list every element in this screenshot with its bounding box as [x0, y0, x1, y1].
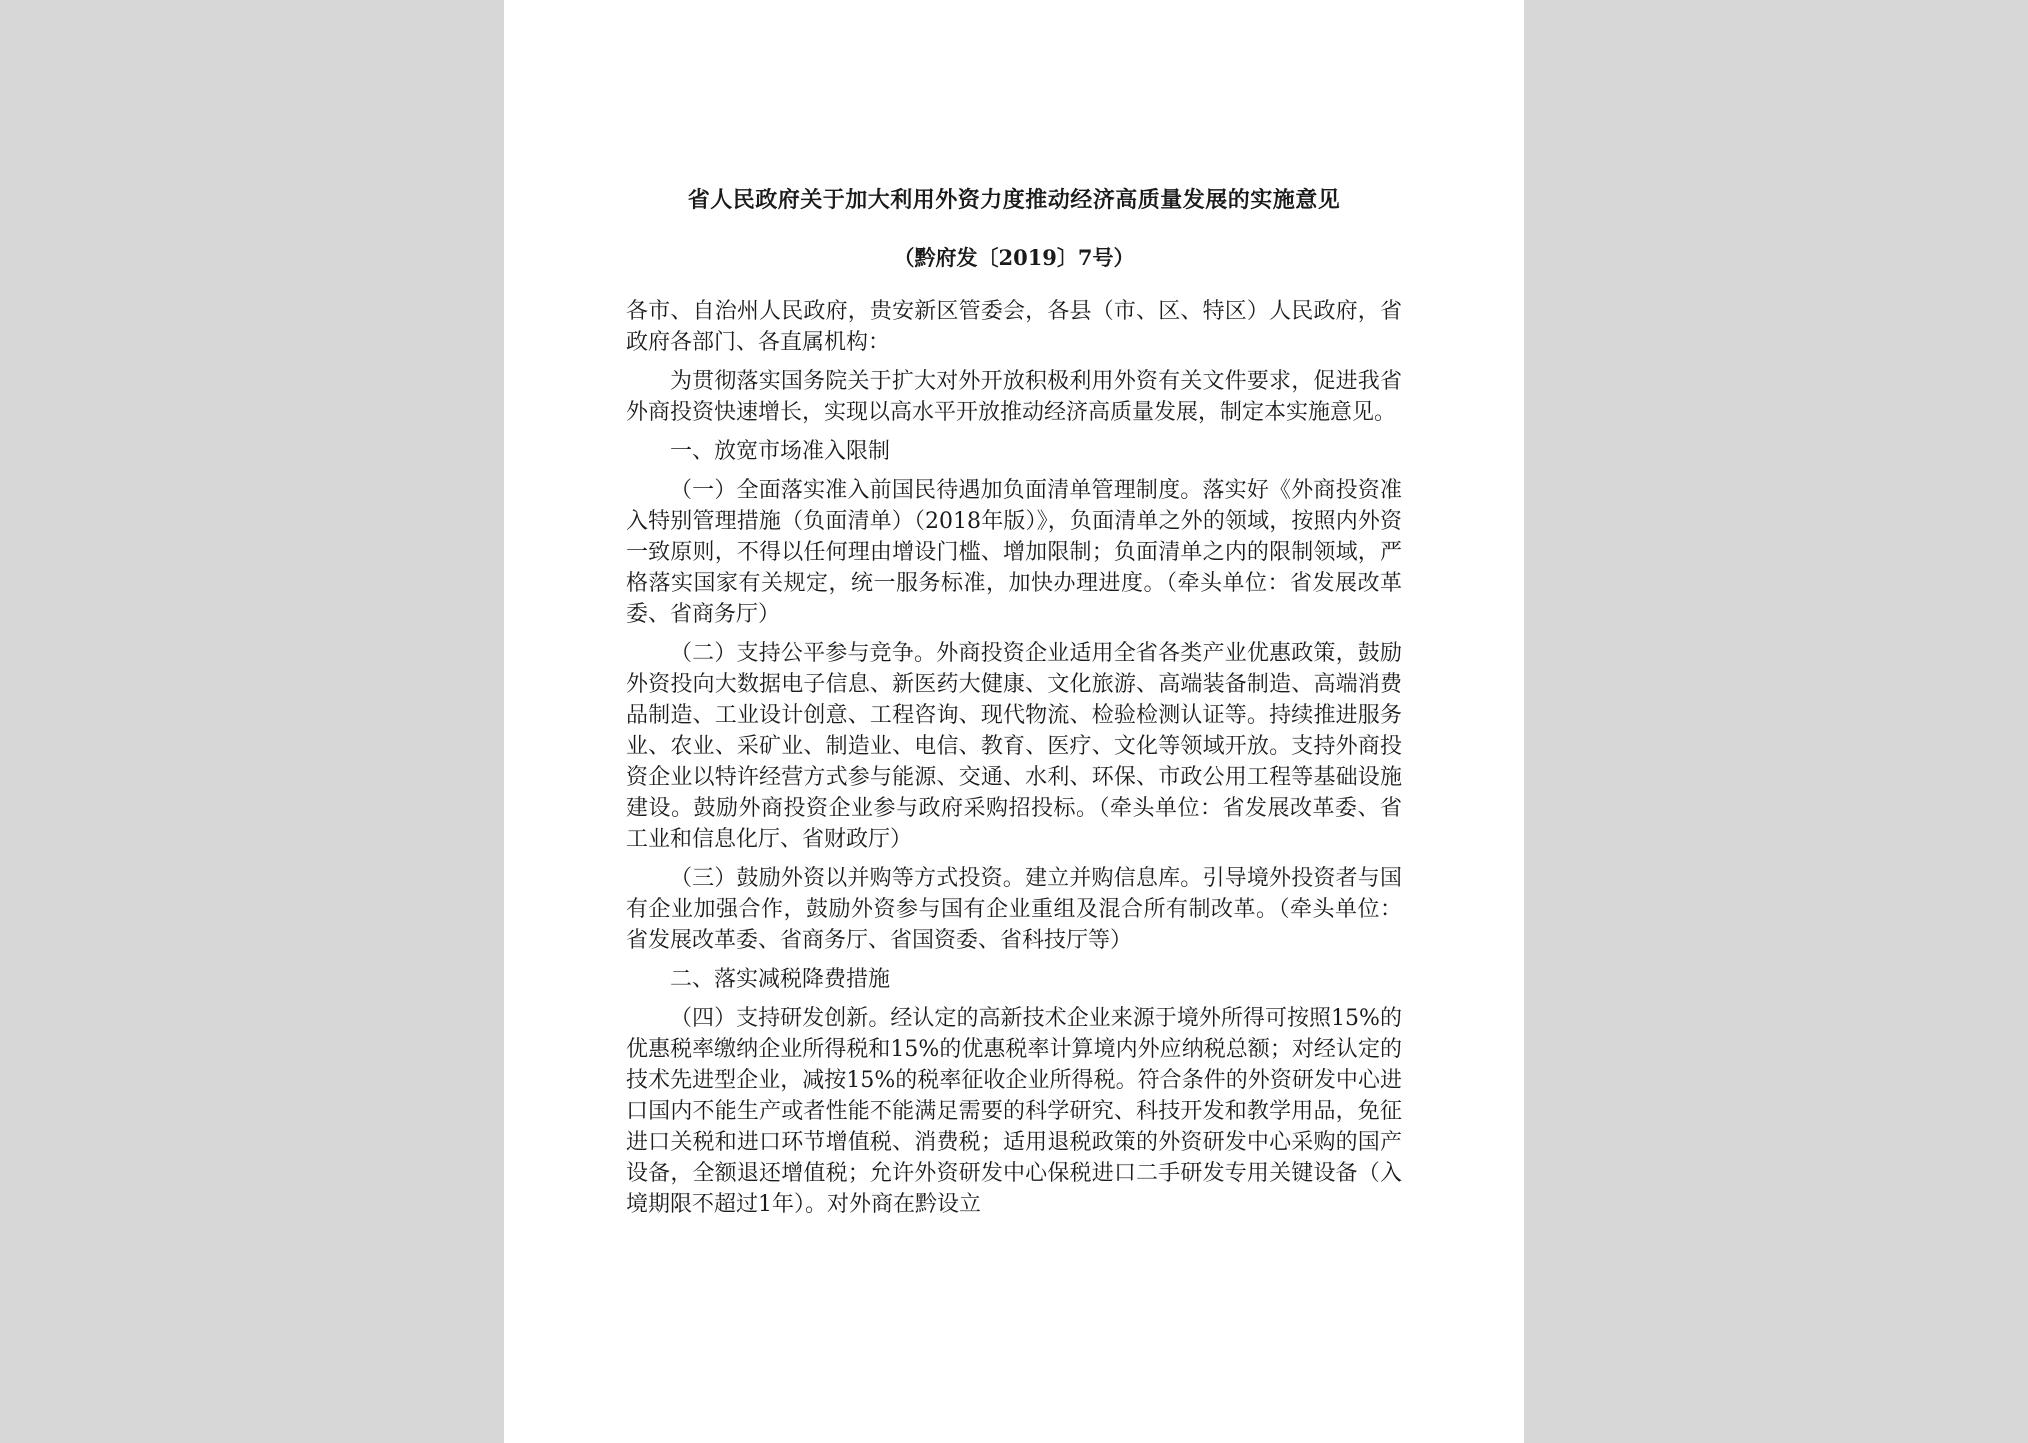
document-title: 省人民政府关于加大利用外资力度推动经济高质量发展的实施意见 [687, 187, 1341, 213]
section-heading-1: 一、放宽市场准入限制 [670, 439, 891, 464]
paragraph-item-3: （三）鼓励外资以并购等方式投资。建立并购信息库。引导境外投资者与国有企业加强合作，鼓励外资参与国有企业重组及混合所有制改革。（牵头单位：省发展改革委、省商务厅、省国资委、省科技厅等） [626, 866, 1402, 953]
section-heading-2: 二、落实减税降费措施 [670, 967, 891, 992]
paragraph-item-2: （二）支持公平参与竞争。外商投资企业适用全省各类产业优惠政策，鼓励外资投向大数据电子信息、新医药大健康、文化旅游、高端装备制造、高端消费品制造、工业设计创意、工程咨询、现代物流、检验检测认证等。持续推进服务业、农业、采矿业、制造业、电信、教育、医疗、文化等领域开放。支持外商投资企业以特许经营方式参与能源、交通、水利、环保、市政公用工程等基础设施建设。鼓励外商投资企业参与政府采购招投标。（牵头单位：省发展改革委、省工业和信息化厅、省财政厅） [626, 641, 1402, 852]
paragraph-item-1: （一）全面落实准入前国民待遇加负面清单管理制度。落实好《外商投资准入特别管理措施（负面清单）（2018年版）》，负面清单之外的领域，按照内外资一致原则，不得以任何理由增设门槛、增加限制；负面清单之内的限制领域，严格落实国家有关规定，统一服务标准，加快办理进度。（牵头单位：省发展改革委、省商务厅） [626, 478, 1402, 627]
document-body [626, 178, 1402, 1220]
document-number: （黔府发〔2019〕7号） [893, 245, 1135, 270]
paragraph-item-4: （四）支持研发创新。经认定的高新技术企业来源于境外所得可按照15%的优惠税率缴纳企业所得税和15%的优惠税率计算境内外应纳税总额；对经认定的技术先进型企业，减按15%的税率征收企业所得税。符合条件的外资研发中心进口国内不能生产或者性能不能满足需要的科学研究、科技开发和教学用品，免征进口关税和进口环节增值税、消费税；适用退税政策的外资研发中心采购的国产设备，全额退还增值税；允许外资研发中心保税进口二手研发专用关键设备（入境期限不超过1年）。对外商在黔设立 [626, 1006, 1402, 1217]
document-page [504, 0, 1524, 1443]
paragraph-preamble: 为贯彻落实国务院关于扩大对外开放积极利用外资有关文件要求，促进我省外商投资快速增长，实现以高水平开放推动经济高质量发展，制定本实施意见。 [626, 369, 1402, 425]
addressee-line: 各市、自治州人民政府，贵安新区管委会，各县（市、区、特区）人民政府，省政府各部门、各直属机构： [626, 299, 1402, 355]
